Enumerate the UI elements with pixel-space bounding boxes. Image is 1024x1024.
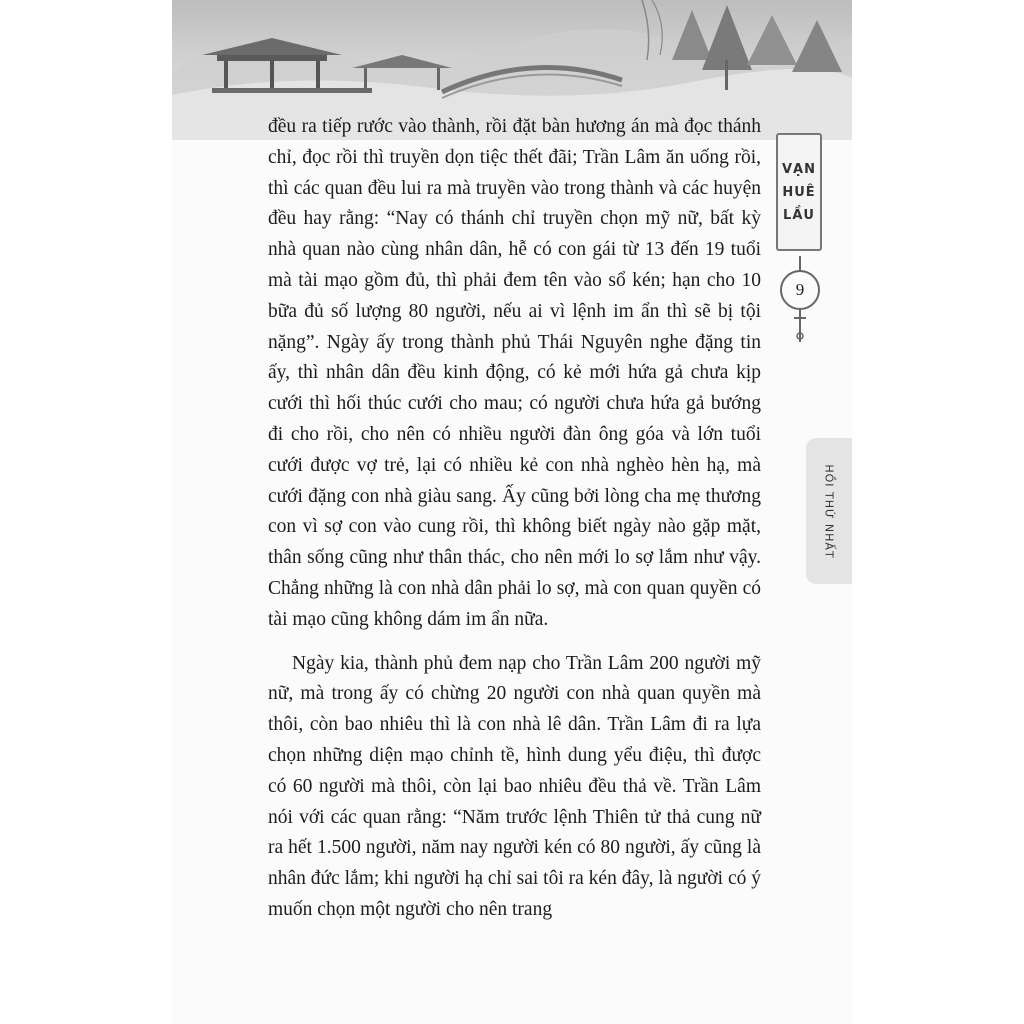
book-title-tab — [776, 133, 822, 251]
book-page — [172, 0, 852, 1024]
title-line-2: HUÊ — [782, 184, 816, 200]
paragraph-2: Ngày kia, thành phủ đem nạp cho Trần Lâm 200 người mỹ nữ, mà trong ấy có chừng 20 người con nhà quan quyền mà thôi, còn bao nhiêu thì là con nhà lê dân. Trần Lâm đi ra lựa chọn những diện mạo chỉnh tề, hình dung yểu điệu, thì được có 60 người mà thôi, còn lại bao nhiêu đều thả về. Trần Lâm nói với các quan rằng: “Năm trước lệnh Thiên tử thả cung nữ ra hết 1.500 người, năm nay người kén có 80 người, ấy cũng là nhân đức lắm; khi người hạ chỉ sai tôi ra kén đây, là người có ý muốn chọn một người cho nên trang — [268, 652, 761, 920]
page-number: 9 — [780, 270, 820, 310]
chapter-label: HỒI THỨ NHẤT — [822, 463, 836, 559]
body-text — [268, 112, 761, 926]
title-line-3: LẦU — [783, 207, 815, 223]
title-line-1: VẠN — [781, 161, 816, 177]
page-number-ornament — [780, 256, 820, 346]
paragraph-1: đều ra tiếp rước vào thành, rồi đặt bàn hương án mà đọc thánh chỉ, đọc rồi thì truyền dọn tiệc thết đãi; Trần Lâm ăn uống rồi, thì các quan đều lui ra mà truyền vào trong thành và các huyện đều hay rằng: “Nay có thánh chỉ truyền chọn mỹ nữ, bất kỳ nhà quan nào cùng nhân dân, hễ có con gái từ 13 đến 19 tuổi mà tài mạo gồm đủ, thì phải đem tên vào sổ kén; hạn cho 10 bữa đủ số lượng 80 người, nếu ai vì lệnh im ẩn thì sẽ bị tội nặng”. Ngày ấy trong thành phủ Thái Nguyên nghe đặng tin ấy, thì nhân dân đều kinh động, có kẻ mới hứa gả chưa kịp cưới thì hối thúc cưới cho mau; có người chưa hứa gả bướng đi cho rồi, cho nên có nhiều người đàn ông góa và lớn tuổi cưới được vợ trẻ, lại có nhiều kẻ con nhà nghèo hèn hạ, mà cưới đặng con nhà giàu sang. Ấy cũng bởi lòng cha mẹ thương con vì sợ con vào cung rồi, thì không biết ngày nào gặp mặt, thân sống cũng như thân thác, cho nên mới lo sợ lắm như vậy. Chẳng những là con nhà dân phải lo sợ, mà con quan quyền có tài mạo cũng không dám im ẩn nữa. — [268, 116, 761, 630]
chapter-tab — [806, 438, 852, 584]
